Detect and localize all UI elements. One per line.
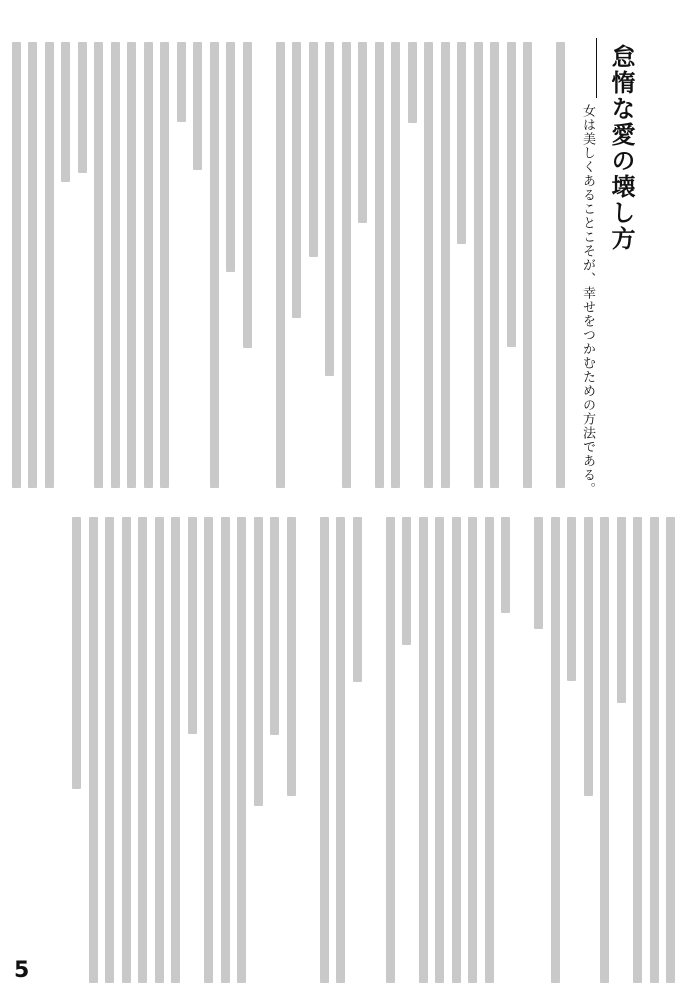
redacted-text-column <box>221 517 230 983</box>
redacted-text-column <box>320 517 329 983</box>
redacted-text-column <box>386 517 395 983</box>
redacted-text-column <box>474 42 483 488</box>
redacted-text-column <box>254 517 263 806</box>
redacted-text-column <box>226 42 235 272</box>
redacted-text-column <box>375 42 384 488</box>
redacted-text-column <box>534 517 543 629</box>
redacted-text-column <box>270 517 279 735</box>
redacted-text-column <box>424 42 433 488</box>
redacted-text-column <box>276 42 285 488</box>
redacted-text-column <box>122 517 131 983</box>
redacted-text-column <box>155 517 164 983</box>
redacted-text-column <box>441 42 450 488</box>
redacted-text-column <box>193 42 202 170</box>
redacted-text-column <box>452 517 461 983</box>
redacted-text-column <box>144 42 153 488</box>
page-subtitle: 女は美しくあることこそが、幸せをつかむための方法である。 <box>580 104 595 496</box>
redacted-text-column <box>171 517 180 983</box>
redacted-text-column <box>457 42 466 244</box>
redacted-text-column <box>94 42 103 488</box>
redacted-text-column <box>78 42 87 173</box>
redacted-text-column <box>617 517 626 703</box>
redacted-text-column <box>485 517 494 983</box>
redacted-text-column <box>138 517 147 983</box>
redacted-text-column <box>391 42 400 488</box>
redacted-text-column <box>188 517 197 734</box>
redacted-text-column <box>419 517 428 983</box>
redacted-text-column <box>12 42 21 488</box>
redacted-text-column <box>402 517 411 645</box>
redacted-text-column <box>243 42 252 348</box>
redacted-text-column <box>507 42 516 347</box>
redacted-text-column <box>600 517 609 983</box>
redacted-text-column <box>567 517 576 681</box>
redacted-text-column <box>28 42 37 488</box>
redacted-text-column <box>358 42 367 223</box>
redacted-text-column <box>584 517 593 796</box>
redacted-text-column <box>160 42 169 488</box>
redacted-text-column <box>89 517 98 983</box>
redacted-text-column <box>204 517 213 983</box>
body-text-top-redacted <box>10 40 570 490</box>
redacted-text-column <box>501 517 510 613</box>
redacted-text-column <box>72 517 81 789</box>
redacted-text-column <box>556 42 565 488</box>
redacted-text-column <box>468 517 477 983</box>
redacted-text-column <box>633 517 642 983</box>
page-title: 怠惰な愛の壊し方 <box>607 44 635 252</box>
body-text-bottom-redacted <box>40 515 680 985</box>
redacted-text-column <box>105 517 114 983</box>
redacted-text-column <box>111 42 120 488</box>
redacted-text-column <box>408 42 417 123</box>
redacted-text-column <box>353 517 362 682</box>
redacted-text-column <box>210 42 219 488</box>
redacted-text-column <box>325 42 334 376</box>
redacted-text-column <box>342 42 351 488</box>
redacted-text-column <box>177 42 186 122</box>
title-rule <box>596 38 597 98</box>
redacted-text-column <box>127 42 136 488</box>
redacted-text-column <box>309 42 318 257</box>
redacted-text-column <box>287 517 296 796</box>
redacted-text-column <box>336 517 345 983</box>
redacted-text-column <box>237 517 246 983</box>
redacted-text-column <box>292 42 301 318</box>
redacted-text-column <box>551 517 560 983</box>
redacted-text-column <box>435 517 444 983</box>
redacted-text-column <box>490 42 499 488</box>
redacted-text-column <box>650 517 659 983</box>
redacted-text-column <box>45 42 54 488</box>
page-number: 5 <box>14 958 30 983</box>
redacted-text-column <box>61 42 70 182</box>
redacted-text-column <box>666 517 675 983</box>
redacted-text-column <box>523 42 532 488</box>
